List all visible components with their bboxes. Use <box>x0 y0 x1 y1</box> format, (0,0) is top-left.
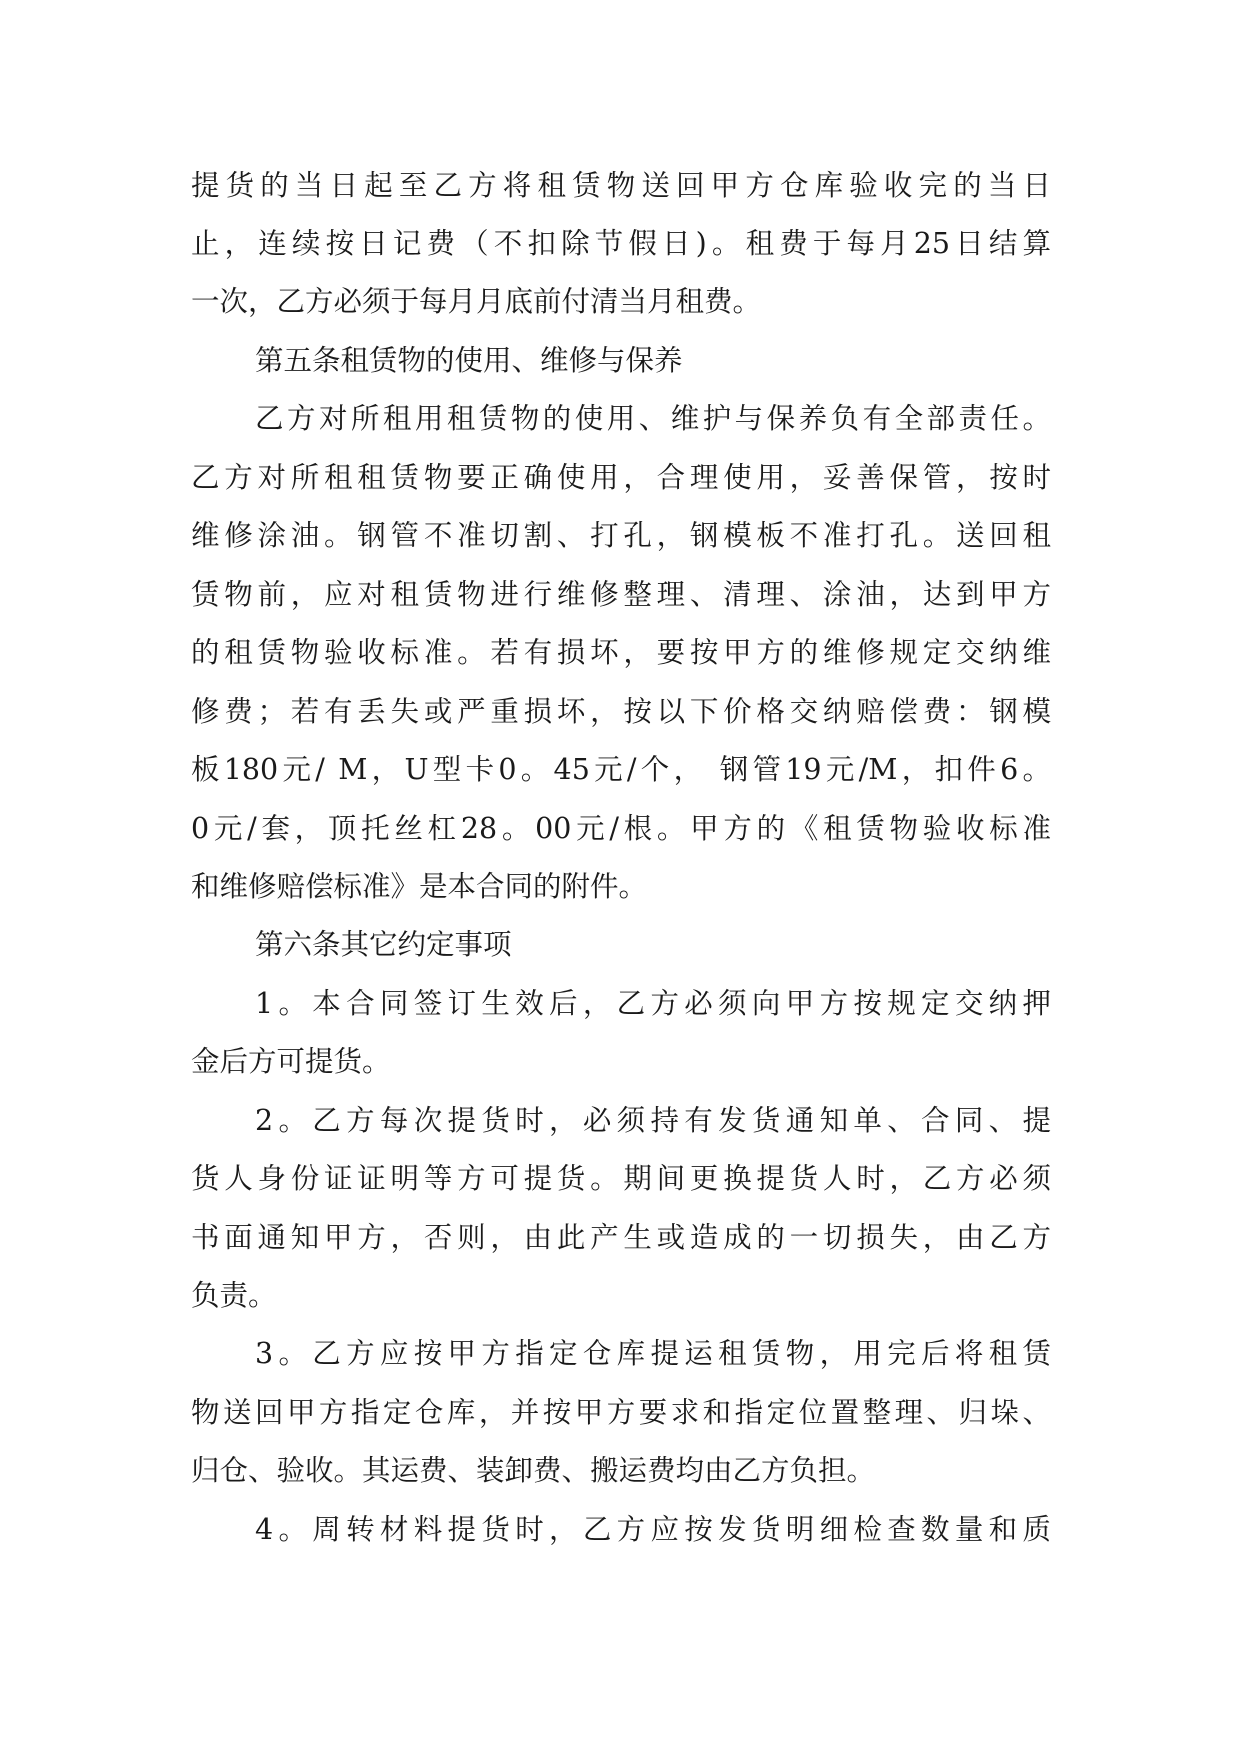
text-line: 和维修赔偿标准》是本合同的附件。 <box>191 870 648 903</box>
text-line: 止，连续按日记费（不扣除节假日)。租费于每月25日结算 <box>191 227 1051 260</box>
text-line: 赁物前，应对租赁物进行维修整理、清理、涂油，达到甲方 <box>191 578 1051 611</box>
text-line: 板180元/ M，U型卡0。45元/个， 钢管19元/M，扣件6。 <box>191 753 1051 786</box>
text-line: 提货的当日起至乙方将租赁物送回甲方仓库验收完的当日 <box>191 169 1051 202</box>
text-line: 负责。 <box>191 1279 277 1312</box>
text-line: 乙方对所租租赁物要正确使用，合理使用，妥善保管，按时 <box>191 461 1051 494</box>
text-line: 书面通知甲方，否则，由此产生或造成的一切损失，由乙方 <box>191 1221 1051 1254</box>
section-heading: 第六条其它约定事项 <box>255 928 512 961</box>
section-heading: 第五条租赁物的使用、维修与保养 <box>255 344 683 377</box>
text-line: 归仓、验收。其运费、装卸费、搬运费均由乙方负担。 <box>191 1454 876 1487</box>
text-line: 乙方对所租用租赁物的使用、维护与保养负有全部责任。 <box>255 402 1051 435</box>
text-line: 2。乙方每次提货时，必须持有发货通知单、合同、提 <box>255 1104 1051 1137</box>
text-line: 货人身份证证明等方可提货。期间更换提货人时，乙方必须 <box>191 1162 1051 1195</box>
text-line: 的租赁物验收标准。若有损坏，要按甲方的维修规定交纳维 <box>191 636 1051 669</box>
text-line: 1。本合同签订生效后，乙方必须向甲方按规定交纳押 <box>255 987 1051 1020</box>
text-line: 4。周转材料提货时，乙方应按发货明细检查数量和质 <box>255 1513 1051 1546</box>
text-line: 0元/套，顶托丝杠28。00元/根。甲方的《租赁物验收标准 <box>191 812 1051 845</box>
text-line: 维修涂油。钢管不准切割、打孔，钢模板不准打孔。送回租 <box>191 519 1051 552</box>
text-line: 金后方可提货。 <box>191 1045 391 1078</box>
text-line: 一次，乙方必须于每月月底前付清当月租费。 <box>191 285 762 318</box>
text-line: 3。乙方应按甲方指定仓库提运租赁物，用完后将租赁 <box>255 1337 1051 1370</box>
text-line: 物送回甲方指定仓库，并按甲方要求和指定位置整理、归垛、 <box>191 1396 1051 1429</box>
text-line: 修费；若有丢失或严重损坏，按以下价格交纳赔偿费：钢模 <box>191 695 1051 728</box>
